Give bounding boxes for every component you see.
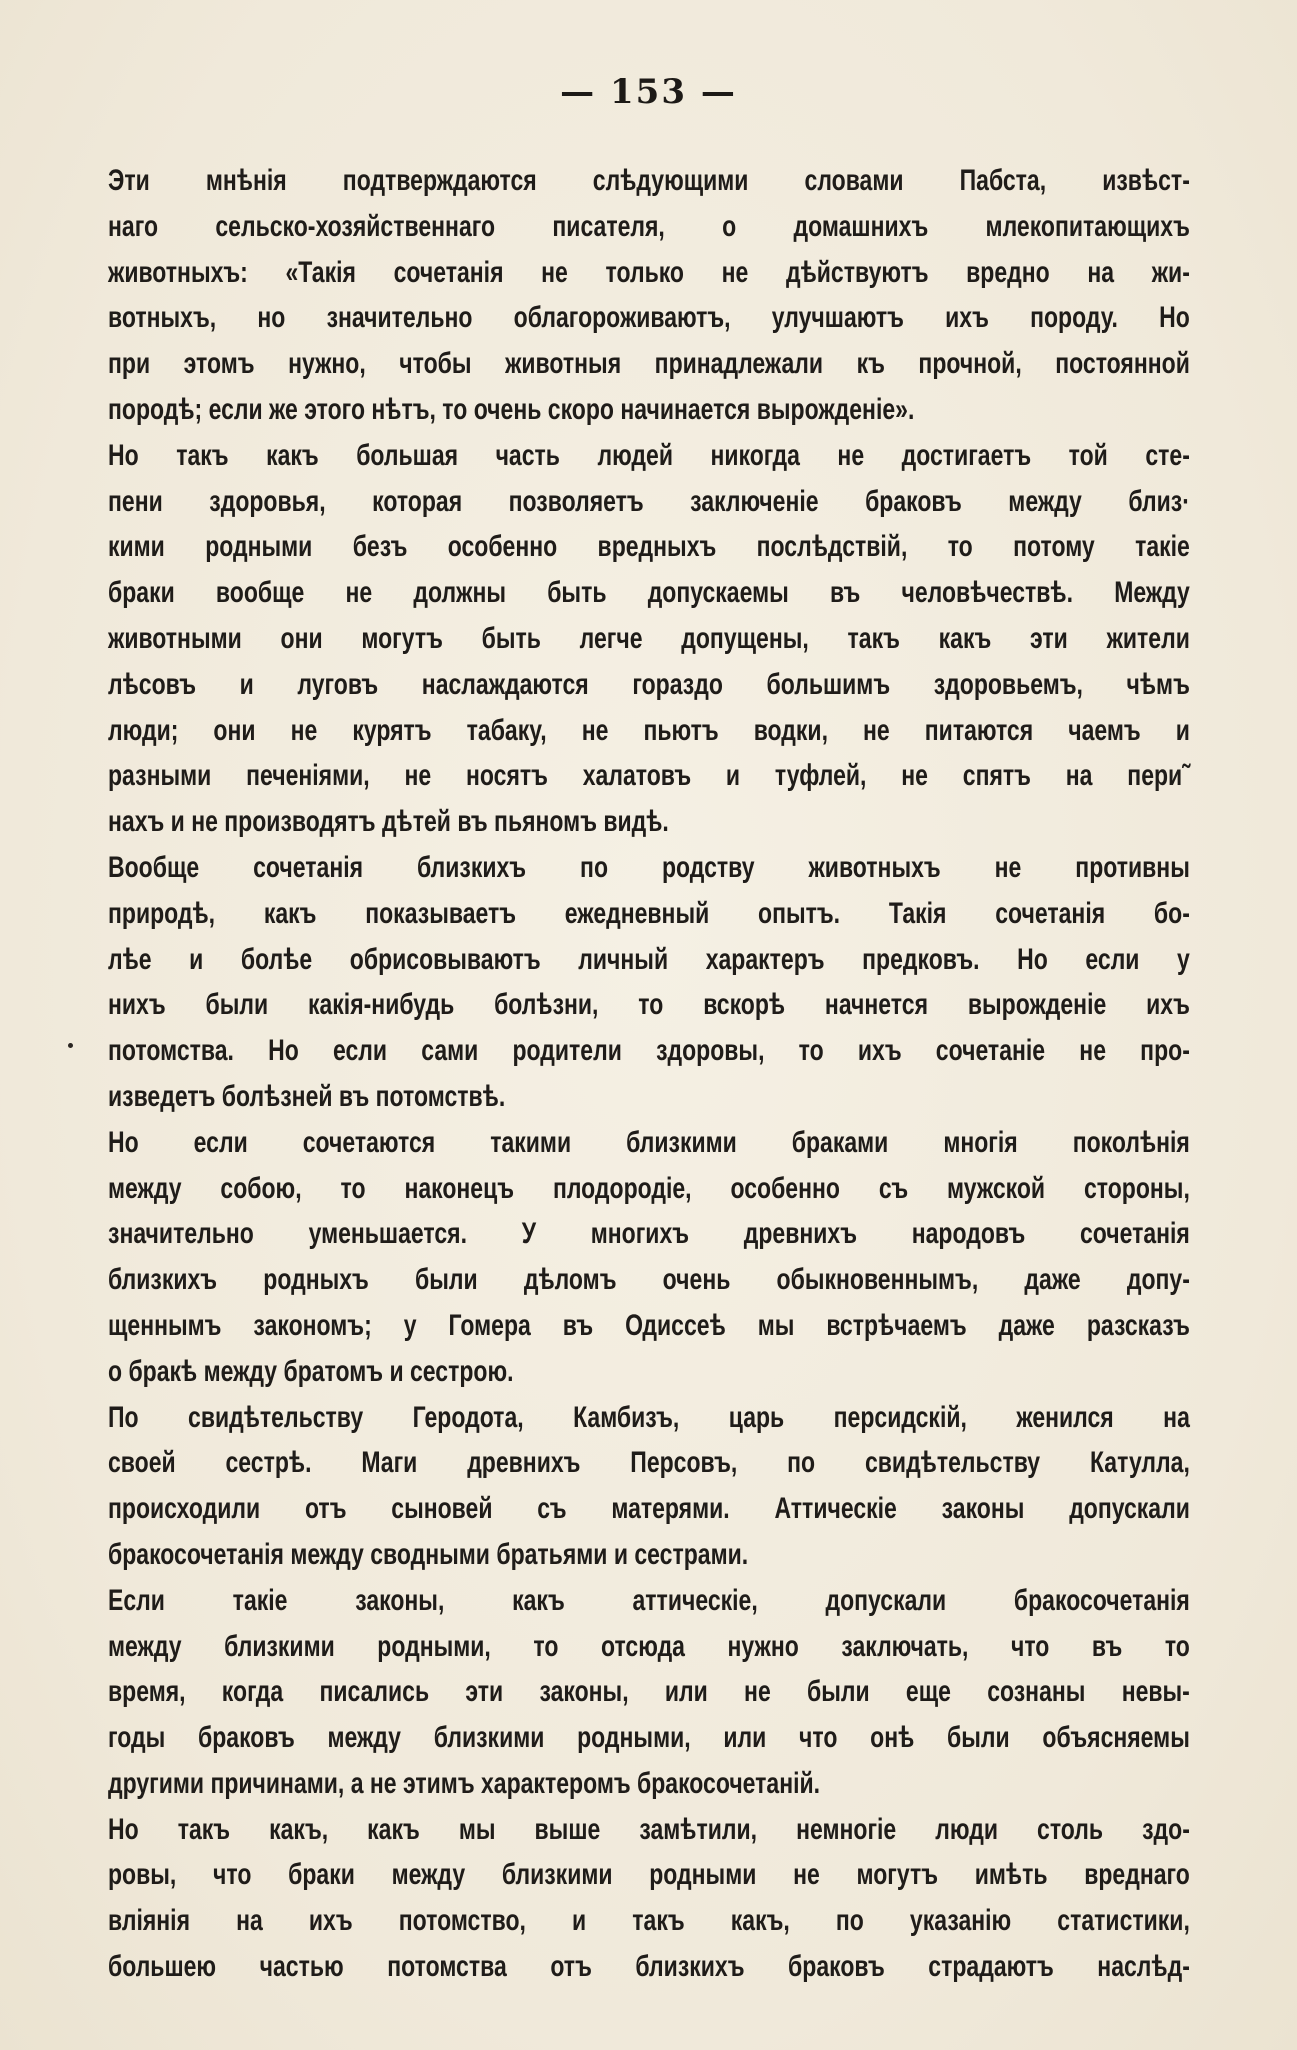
text-line: браки вообще не должны быть допускаемы въ человѣчествѣ. Между (108, 576, 1190, 610)
text-line: другими причинами, а не этимъ характеромъ бракосочетаній. (108, 1766, 821, 1800)
text-line: при этомъ нужно, чтобы животныя принадлежали къ прочной, постоянной (108, 347, 1190, 381)
text-line: Но если сочетаются такими близкими браками многія поколѣнія (108, 1125, 1190, 1159)
text-line: годы браковъ между близкими родными, или что онѣ были объясняемы (108, 1721, 1190, 1755)
text-line: между собою, то наконецъ плодородіе, особенно съ мужской стороны, (108, 1171, 1190, 1205)
text-line: Если такіе законы, какъ аттическіе, допускали бракосочетанія (108, 1583, 1190, 1617)
text-line: кими родными безъ особенно вредныхъ послѣдствій, то потому такіе (108, 530, 1190, 564)
text-line: нихъ были какія-нибудь болѣзни, то вскорѣ начнется вырожденіе ихъ (108, 988, 1190, 1022)
text-line: ровы, что браки между близкими родными не могутъ имѣть вреднаго (108, 1858, 1190, 1892)
text-line: лѣсовъ и луговъ наслаждаются гораздо большимъ здоровьемъ, чѣмъ (108, 667, 1190, 701)
text-line: большею частью потомства отъ близкихъ браковъ страдаютъ наслѣд- (108, 1950, 1190, 1984)
text-line: лѣе и болѣе обрисовываютъ личный характеръ предковъ. Но если у (108, 942, 1190, 976)
text-line: вотныхъ, но значительно облагороживаютъ, улучшаютъ ихъ породу. Но (108, 301, 1190, 335)
text-line: о бракѣ между братомъ и сестрою. (108, 1354, 514, 1388)
text-line: щеннымъ закономъ; у Гомера въ Одиссеѣ мы встрѣчаемъ даже разсказъ (108, 1308, 1190, 1342)
text-line: Эти мнѣнія подтверждаются слѣдующими словами Пабста, извѣст- (108, 164, 1190, 197)
body-text (108, 158, 1190, 1990)
text-line: близкихъ родныхъ были дѣломъ очень обыкновеннымъ, даже допу- (108, 1263, 1190, 1297)
text-line: вліянія на ихъ потомство, и такъ какъ, по указанію статистики, (108, 1904, 1190, 1938)
text-line: своей сестрѣ. Маги древнихъ Персовъ, по свидѣтельству Катулла, (108, 1446, 1190, 1480)
text-line: Но такъ какъ, какъ мы выше замѣтили, немногіе люди столь здо- (108, 1812, 1190, 1846)
text-line: Вообще сочетанія близкихъ по родству животныхъ не противны (108, 850, 1190, 884)
text-line: Но такъ какъ большая часть людей никогда не достигаетъ той сте- (108, 438, 1190, 472)
text-line: разными печеніями, не носятъ халатовъ и туфлей, не спятъ на пери˜ (108, 759, 1190, 793)
text-line: изведетъ болѣзней въ потомствѣ. (108, 1079, 506, 1113)
text-line: потомства. Но если сами родители здоровы, то ихъ сочетаніе не про- (108, 1034, 1190, 1068)
text-line: животными они могутъ быть легче допущены, такъ какъ эти жители (108, 621, 1190, 655)
text-line: время, когда писались эти законы, или не были еще сознаны невы- (108, 1675, 1190, 1709)
margin-mark (68, 1043, 73, 1048)
text-line: нахъ и не производятъ дѣтей въ пьяномъ видѣ. (108, 805, 669, 839)
text-line: животныхъ: «Такія сочетанія не только не дѣйствуютъ вредно на жи- (108, 255, 1190, 289)
text-line: пени здоровья, которая позволяетъ заключеніе браковъ между близ· (108, 484, 1190, 518)
text-line: между близкими родными, то отсюда нужно заключать, что въ то (108, 1629, 1190, 1663)
text-line: люди; они не курятъ табаку, не пьютъ водки, не питаются чаемъ и (108, 713, 1190, 747)
text-line: наго сельско-хозяйственнаго писателя, о домашнихъ млекопитающихъ (108, 209, 1190, 243)
page-number: — 153 — (560, 72, 737, 112)
text-line: бракосочетанія между сводными братьями и сестрами. (108, 1537, 749, 1571)
text-line: происходили отъ сыновей съ матерями. Аттическіе законы допускали (108, 1492, 1190, 1526)
text-line: породѣ; если же этого нѣтъ, то очень скоро начинается вырожденіе». (108, 392, 915, 426)
text-line: По свидѣтельству Геродота, Камбизъ, царь персидскій, женился на (108, 1400, 1190, 1434)
text-line: природѣ, какъ показываетъ ежедневный опытъ. Такія сочетанія бо- (108, 896, 1190, 930)
text-line: значительно уменьшается. У многихъ древнихъ народовъ сочетанія (108, 1217, 1190, 1251)
